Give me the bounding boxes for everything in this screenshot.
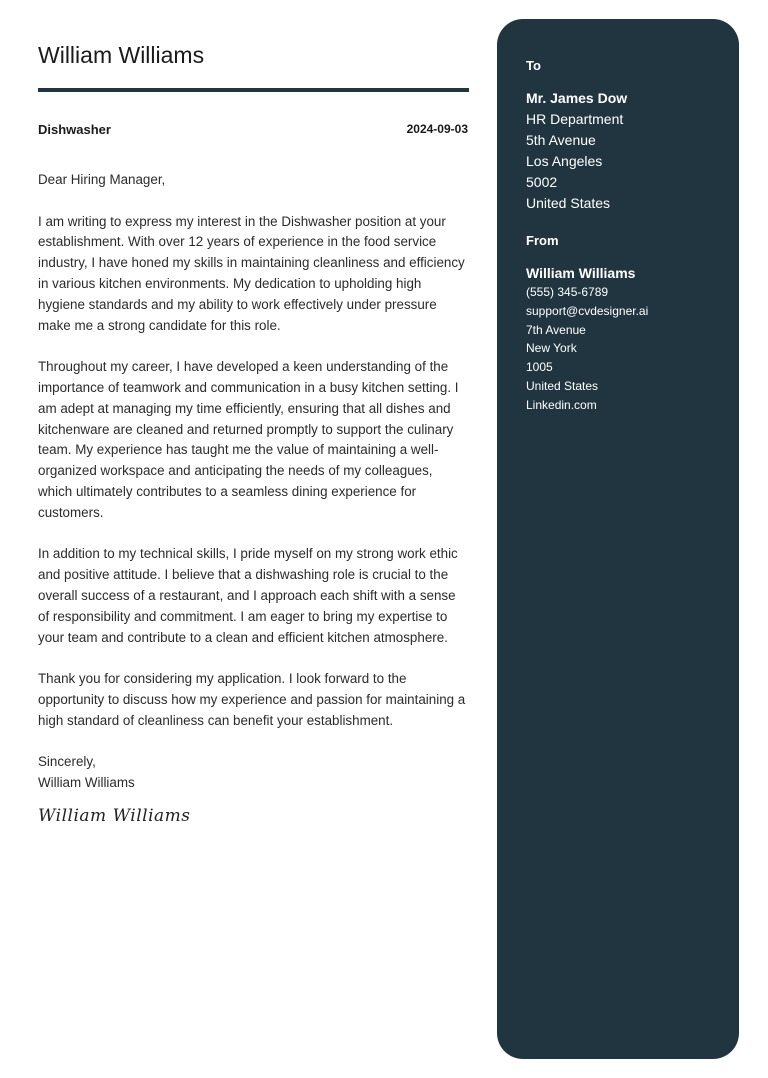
sender-name: William Williams <box>526 265 636 281</box>
paragraph-4: Thank you for considering my application. I look forward to the opportunity to discuss how my experience and passion for maintaining a high standard of cleanliness can benefit your establishment. <box>38 671 466 728</box>
paragraph-2: Throughout my career, I have developed a keen understanding of the importance of teamwork and communication in a busy kitchen setting. I am adept at managing my time efficiently, ensuring that all dishes and kitchenware are cleaned and returned promptly to support the culinary team. My experience has taught me the value of maintaining a well-organized workspace and anticipating the needs of my colleagues, which ultimately contributes to a seamless dining experience for customers. <box>38 359 459 520</box>
sender-name-heading: William Williams <box>38 42 205 68</box>
recipient-zip: 5002 <box>526 174 558 190</box>
paragraph-3: In addition to my technical skills, I pride myself on my strong work ethic and positive attitude. I believe that a dishwashing role is crucial to the overall success of a restaurant, and I approach each shift with a sense of responsibility and commitment. I am eager to bring my expertise to your team and contribute to a clean and efficient kitchen atmosphere. <box>38 546 458 645</box>
closing-name: William Williams <box>38 775 135 791</box>
sender-email: support@cvdesigner.ai <box>526 303 649 318</box>
sender-website: Linkedin.com <box>526 397 597 412</box>
sender-block <box>526 263 726 415</box>
sender-street: 7th Avenue <box>526 322 586 337</box>
sender-city: New York <box>526 341 577 356</box>
from-heading: From <box>526 233 559 248</box>
recipient-department: HR Department <box>526 111 624 127</box>
sidebar-content <box>526 57 726 415</box>
recipient-city: Los Angeles <box>526 153 603 169</box>
recipient-country: United States <box>526 195 611 211</box>
handwritten-signature: William Williams <box>38 806 191 826</box>
header-divider <box>38 88 469 92</box>
greeting: Dear Hiring Manager, <box>38 172 166 187</box>
job-row <box>38 122 469 140</box>
sender-country: United States <box>526 378 599 393</box>
closing: Sincerely, <box>38 754 96 770</box>
sender-phone: (555) 345-6789 <box>526 285 609 299</box>
recipient-street: 5th Avenue <box>526 132 596 148</box>
to-heading: To <box>526 58 541 73</box>
job-title: Dishwasher <box>38 122 111 137</box>
letter-body <box>38 170 470 794</box>
letter-date: 2024-09-03 <box>406 122 468 136</box>
sender-zip: 1005 <box>526 360 553 375</box>
recipient-block <box>526 88 726 214</box>
paragraph-1: I am writing to express my interest in the Dishwasher position at your establishment. With over 12 years of experience in the food service industry, I have honed my skills in maintaining cleanliness and efficiency in various kitchen environments. My dedication to upholding high hygiene standards and my ability to work effectively under pressure make me a strong candidate for this role. <box>38 213 465 333</box>
contact-sidebar <box>497 19 739 1059</box>
recipient-name: Mr. James Dow <box>526 90 628 106</box>
